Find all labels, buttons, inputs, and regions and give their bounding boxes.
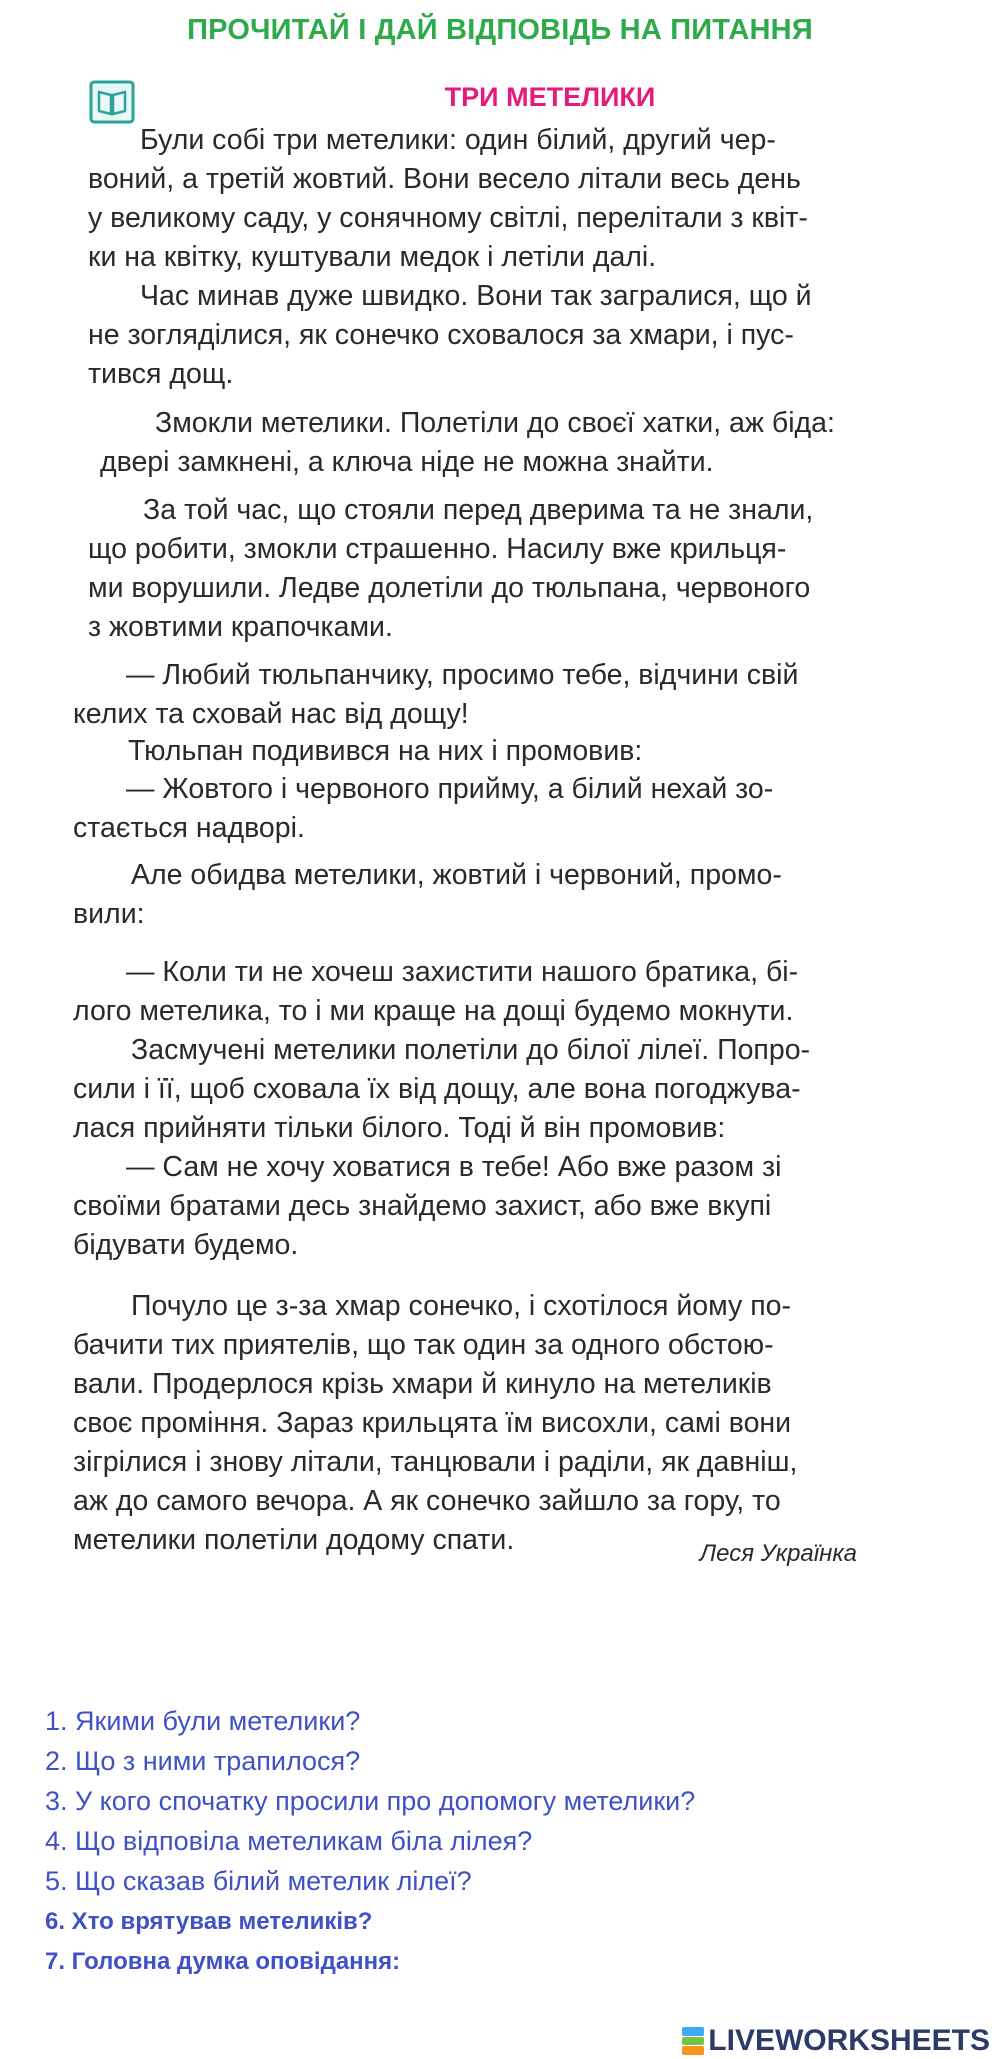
story-line: Але обидва метелики, жовтий і червоний, промо- bbox=[131, 859, 782, 891]
story-line: що робити, змокли страшенно. Насилу вже крильця- bbox=[88, 533, 787, 565]
story-line: стається надворі. bbox=[73, 812, 305, 844]
story-line: — Коли ти не хочеш захистити нашого братика, бі- bbox=[126, 956, 799, 988]
story-line: Змокли метелики. Полетіли до своєї хатки, аж біда: bbox=[155, 407, 835, 439]
story-line: — Любий тюльпанчику, просимо тебе, відчини свій bbox=[126, 659, 799, 691]
question-item: 6. Хто врятував метеликів? bbox=[45, 1908, 373, 1935]
question-item: 1. Якими були метелики? bbox=[45, 1706, 361, 1736]
story-line: ки на квітку, куштували медок і летіли далі. bbox=[88, 241, 657, 273]
story-line: бідувати будемо. bbox=[73, 1229, 299, 1261]
story-line: сили і її, щоб сховала їх від дощу, але вона погоджува- bbox=[73, 1073, 801, 1105]
question-item: 4. Що відповіла метеликам біла лілея? bbox=[45, 1826, 533, 1856]
story-line: Тюльпан подивився на них і промовив: bbox=[128, 735, 643, 767]
story-line: Були собі три метелики: один білий, другий чер- bbox=[140, 124, 776, 156]
story-line: вили: bbox=[73, 898, 145, 930]
story-line: лого метелика, то і ми краще на дощі будемо мокнути. bbox=[73, 995, 794, 1027]
question-item: 5. Що сказав білий метелик лілеї? bbox=[45, 1866, 472, 1896]
story-line: келих та сховай нас від дощу! bbox=[73, 698, 469, 730]
story-line: воний, а третій жовтий. Вони весело літали весь день bbox=[88, 163, 801, 195]
story-line: ми ворушили. Ледве долетіли до тюльпана, червоного bbox=[88, 572, 811, 604]
worksheet-instruction: ПРОЧИТАЙ І ДАЙ ВІДПОВІДЬ НА ПИТАННЯ bbox=[187, 14, 813, 46]
story-line: не зогляділися, як сонечко сховалося за хмари, і пус- bbox=[88, 319, 794, 351]
brand-name: LIVEWORKSHEETS bbox=[708, 2024, 990, 2057]
story-line: бачити тих приятелів, що так один за одного обстою- bbox=[73, 1329, 774, 1361]
story-line: у великому саду, у сонячному світлі, перелітали з квіт- bbox=[88, 202, 808, 234]
story-line: — Жовтого і червоного прийму, а білий нехай зо- bbox=[126, 773, 774, 805]
liveworksheets-brand[interactable] bbox=[682, 2024, 990, 2058]
story-line: вали. Продерлося крізь хмари й кинуло на метеликів bbox=[73, 1368, 772, 1400]
story-line: Засмучені метелики полетіли до білої лілеї. Попро- bbox=[131, 1034, 811, 1066]
liveworksheets-logo bbox=[682, 2027, 704, 2055]
story-line: Почуло це з-за хмар сонечко, і схотілося йому по- bbox=[131, 1290, 791, 1322]
story-line: — Сам не хочу ховатися в тебе! Або вже разом зі bbox=[126, 1151, 782, 1183]
story-line: лася прийняти тільки білого. Тоді й він промовив: bbox=[73, 1112, 726, 1144]
story-line: зігрілися і знову літали, танцювали і раділи, як давніш, bbox=[73, 1446, 798, 1478]
story-line: своїми братами десь знайдемо захист, або вже вкупі bbox=[73, 1190, 772, 1222]
question-item: 3. У кого спочатку просили про допомогу метелики? bbox=[45, 1786, 696, 1816]
story-line: метелики полетіли додому спати. bbox=[73, 1524, 515, 1556]
story-line: тився дощ. bbox=[88, 358, 234, 390]
story-author: Леся Українка bbox=[699, 1540, 857, 1567]
story-line: аж до самого вечора. А як сонечко зайшло за гору, то bbox=[73, 1485, 781, 1517]
question-item: 7. Головна думка оповідання: bbox=[45, 1948, 401, 1975]
story-line: з жовтими крапочками. bbox=[88, 611, 393, 643]
question-item: 2. Що з ними трапилося? bbox=[45, 1746, 361, 1776]
story-line: Час минав дуже швидко. Вони так загралися, що й bbox=[140, 280, 812, 312]
story-title: ТРИ МЕТЕЛИКИ bbox=[444, 82, 656, 112]
story-line: За той час, що стояли перед дверима та не знали, bbox=[143, 494, 814, 526]
story-line: двері замкнені, а ключа ніде не можна знайти. bbox=[100, 446, 714, 478]
story-line: своє проміння. Зараз крильцята їм висохли, самі вони bbox=[73, 1407, 792, 1439]
